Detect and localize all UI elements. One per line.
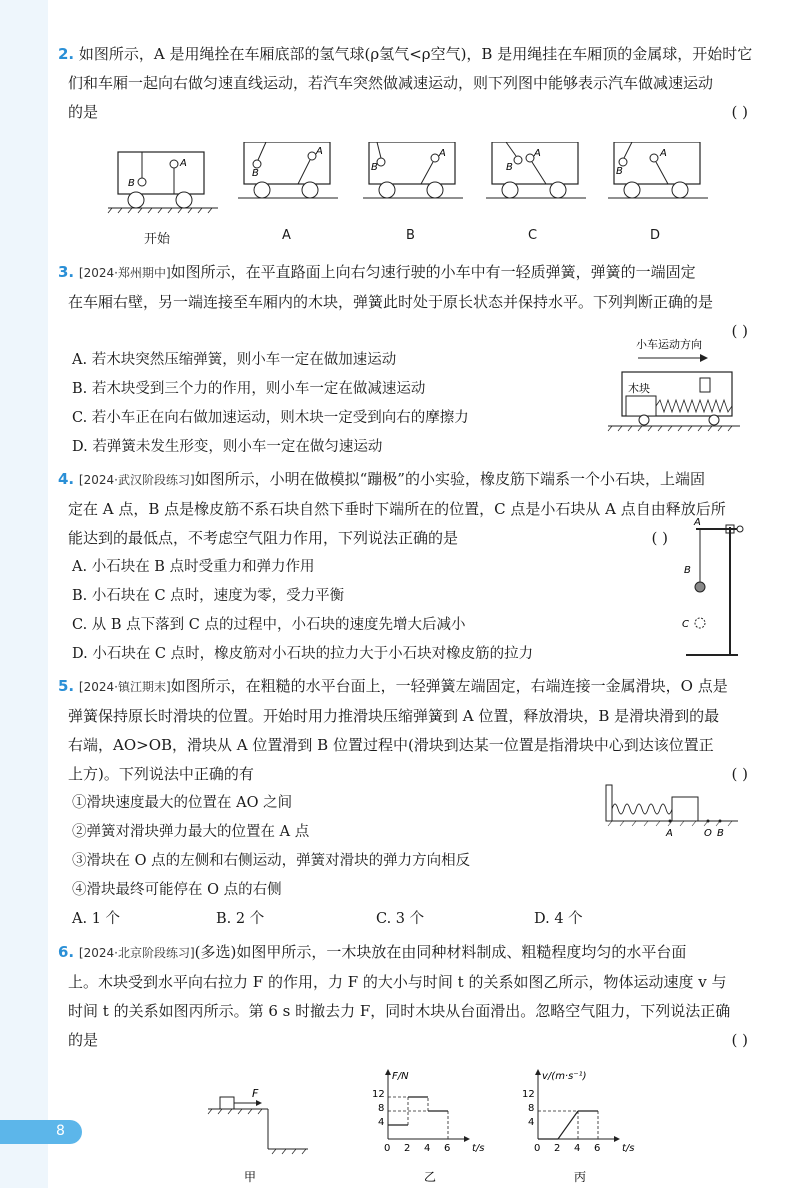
q6-velocity-series [538, 1111, 598, 1139]
svg-text:A: A [439, 148, 446, 159]
svg-text:6: 6 [444, 1143, 451, 1154]
svg-text:2: 2 [554, 1143, 561, 1154]
q4-text-1: 如图所示，小明在做模拟“蹦极”的小实验，橡皮筋下端系一个小石块，上端固 [194, 470, 705, 488]
worksheet-page [58, 40, 753, 1187]
svg-text:12: 12 [522, 1089, 535, 1100]
q5-statement-3: ③滑块在 O 点的左侧和右侧运动，弹簧对滑块的弹力方向相反 [72, 853, 471, 869]
q4-number: 4. [58, 470, 75, 488]
q6-line-3: 时间 t 的关系如图丙所示。第 6 s 时撤去力 F，同时木块从台面滑出。忽略空气阻力，下列说法正确 [68, 1002, 731, 1020]
q5-line-2: 弹簧保持原长时滑块的位置。开始时用力推滑块压缩弹簧到 A 位置，释放滑块，B 是滑块滑到的最 [68, 707, 720, 725]
q3-option-c: C. 若小车正在向右做加速运动，则木块一定受到向右的摩擦力 [72, 410, 469, 426]
svg-text:v/(m·s⁻¹): v/(m·s⁻¹) [542, 1071, 587, 1082]
q5-spring-figure [602, 781, 742, 841]
page-number-bar [0, 1120, 82, 1144]
q3-body [58, 338, 748, 462]
svg-text:4: 4 [574, 1143, 581, 1154]
q4-option-a: A. 小石块在 B 点时受重力和弹力作用 [72, 559, 315, 575]
page-number-tab [0, 1120, 110, 1144]
svg-text:12: 12 [372, 1089, 385, 1100]
svg-text:F/N: F/N [392, 1071, 409, 1082]
q2-caption-d: D [650, 228, 661, 243]
q4-line-1 [58, 465, 748, 495]
q2-captions [58, 228, 748, 250]
question-3 [58, 258, 748, 462]
q4-option-c: C. 从 B 点下落到 C 点的过程中，小石块的速度先增大后减小 [72, 617, 466, 633]
q2-line-1 [58, 40, 753, 69]
svg-text:6: 6 [594, 1143, 601, 1154]
svg-text:C: C [682, 619, 689, 630]
q4-answer-paren: ( ) [651, 529, 668, 547]
q2-caption-start: 开始 [144, 232, 171, 247]
svg-text:B: B [616, 166, 623, 177]
question-4 [58, 465, 748, 669]
q5-answer-paren: ( ) [731, 765, 748, 783]
question-2 [58, 40, 753, 150]
q3-answer-paren: ( ) [731, 322, 748, 340]
q5-line-3: 右端，AO>OB，滑块从 A 位置滑到 B 位置过程中(滑块到达某一位置是指滑块中心到达该位置正 [68, 736, 714, 754]
q2-text-1: 如图所示，A 是用绳拴在车厢底部的氢气球(ρ氢气<ρ空气)，B 是用绳挂在车厢顶的金属球，开始时它 [78, 45, 753, 63]
svg-text:A: A [666, 828, 673, 839]
q2-number: 2. [58, 45, 75, 63]
q5-text-4: 上方)。下列说法中正确的有 [68, 765, 254, 783]
q5-source-tag: [2024·镇江期末] [78, 680, 171, 694]
q6-text-4: 的是 [68, 1031, 99, 1049]
q2-line-2: 们和车厢一起向右做匀速直线运动，若汽车突然做减速运动，则下列图中能够表示汽车做减速运动 [68, 74, 714, 92]
svg-text:4: 4 [424, 1143, 431, 1154]
q4-line-3 [58, 524, 748, 553]
svg-text:B: B [684, 565, 691, 576]
svg-text:A: A [534, 148, 541, 159]
q3-source-tag: [2024·郑州期中] [78, 266, 171, 280]
q5-number: 5. [58, 677, 75, 695]
svg-text:B: B [252, 168, 259, 179]
q6-fig-jia [208, 1087, 308, 1184]
q2-car-a [238, 142, 338, 198]
svg-text:A: A [316, 146, 323, 157]
svg-text:2: 2 [404, 1143, 411, 1154]
q6-chart-velocity [522, 1069, 635, 1184]
svg-text:4: 4 [378, 1117, 385, 1128]
q5-body [58, 789, 748, 905]
velocity-segment-2-4 [558, 1111, 578, 1139]
q2-car-d [608, 142, 708, 198]
q5-choices [58, 905, 748, 934]
svg-text:4: 4 [528, 1117, 535, 1128]
q6-line-1 [58, 938, 748, 968]
q4-line-2: 定在 A 点，B 点是橡皮筋不系石块自然下垂时下端所在的位置，C 点是小石块从 A 点自由释放后所 [68, 500, 726, 518]
q2-caption-b: B [406, 228, 415, 243]
q5-statement-1: ①滑块速度最大的位置在 AO 之间 [72, 795, 293, 811]
svg-text:B: B [128, 178, 135, 189]
q5-choice-a: A. 1 个 [72, 911, 121, 927]
q5-choice-c: C. 3 个 [376, 911, 425, 927]
q2-car-start [108, 152, 218, 213]
svg-text:O: O [704, 828, 712, 839]
svg-text:乙: 乙 [424, 1170, 437, 1184]
q3-text-1: 如图所示，在平直路面上向右匀速行驶的小车中有一轻质弹簧，弹簧的一端固定 [170, 263, 696, 281]
q6-text-1: (多选)如图甲所示，一木块放在由同种材料制成、粗糙程度均匀的水平台面 [194, 943, 687, 961]
q5-statement-4: ④滑块最终可能停在 O 点的右侧 [72, 882, 282, 898]
q5-choice-d: D. 4 个 [534, 911, 583, 927]
q4-bungee-figure [676, 517, 756, 667]
q3-number: 3. [58, 263, 75, 281]
question-5 [58, 672, 748, 934]
q3-line-2: 在车厢右壁，另一端连接至车厢内的木块，弹簧此时处于原长状态并保持水平。下列判断正确的是 [68, 293, 714, 311]
q2-car-c [486, 142, 586, 198]
q2-caption-a: A [282, 228, 291, 243]
q6-chart-force [372, 1069, 485, 1184]
q2-car-b [363, 142, 463, 198]
q5-statement-2: ②弹簧对滑块弹力最大的位置在 A 点 [72, 824, 310, 840]
svg-text:B: B [371, 162, 378, 173]
q5-choice-b: B. 2 个 [216, 911, 265, 927]
svg-text:B: B [717, 828, 724, 839]
svg-text:A: A [660, 148, 667, 159]
svg-text:小车运动方向: 小车运动方向 [636, 338, 702, 351]
svg-text:丙: 丙 [574, 1170, 587, 1184]
q5-text-1: 如图所示，在粗糙的水平台面上，一轻弹簧左端固定，右端连接一金属滑块，O 点是 [170, 677, 728, 695]
left-margin-band [0, 0, 48, 1188]
page-number: 8 [56, 1123, 65, 1139]
q3-option-b: B. 若木块受到三个力的作用，则小车一定在做减速运动 [72, 381, 426, 397]
svg-text:8: 8 [528, 1103, 535, 1114]
q4-option-b: B. 小石块在 C 点时，速度为零，受力平衡 [72, 588, 345, 604]
q4-source-tag: [2024·武汉阶段练习] [78, 473, 195, 487]
svg-text:8: 8 [378, 1103, 385, 1114]
q6-line-4 [58, 1026, 748, 1055]
q6-answer-paren: ( ) [731, 1031, 748, 1049]
q3-option-a: A. 若木块突然压缩弹簧，则小车一定在做加速运动 [72, 352, 397, 368]
question-6 [58, 938, 748, 1187]
q2-caption-c: C [528, 228, 538, 243]
svg-text:t/s: t/s [622, 1143, 635, 1154]
q2-answer-paren: ( ) [731, 103, 748, 121]
q3-option-d: D. 若弹簧未发生形变，则小车一定在做匀速运动 [72, 439, 383, 455]
q2-line-3 [58, 98, 748, 127]
q6-figures [58, 1069, 748, 1187]
svg-text:A: A [694, 517, 701, 528]
svg-text:木块: 木块 [628, 382, 650, 395]
q2-figures [58, 142, 748, 242]
q6-force-series [388, 1097, 448, 1139]
svg-text:0: 0 [384, 1143, 391, 1154]
svg-text:A: A [180, 158, 187, 169]
q3-cart-figure [604, 334, 744, 434]
svg-text:t/s: t/s [472, 1143, 485, 1154]
q6-source-tag: [2024·北京阶段练习] [78, 946, 195, 960]
svg-text:甲: 甲 [244, 1170, 257, 1184]
q4-text-3: 能达到的最低点，不考虑空气阻力作用，下列说法正确的是 [68, 529, 459, 547]
q6-number: 6. [58, 943, 75, 961]
svg-text:0: 0 [534, 1143, 541, 1154]
q2-text-3: 的是 [68, 103, 99, 121]
svg-text:B: B [506, 162, 513, 173]
q6-line-2: 上。木块受到水平向右拉力 F 的作用，力 F 的大小与时间 t 的关系如图乙所示，物体运动速度 v 与 [68, 973, 727, 991]
svg-text:F: F [252, 1087, 259, 1100]
q4-option-d: D. 小石块在 C 点时，橡皮筋对小石块的拉力大于小石块对橡皮筋的拉力 [72, 646, 534, 662]
q3-line-1 [58, 258, 748, 288]
q5-line-1 [58, 672, 748, 702]
